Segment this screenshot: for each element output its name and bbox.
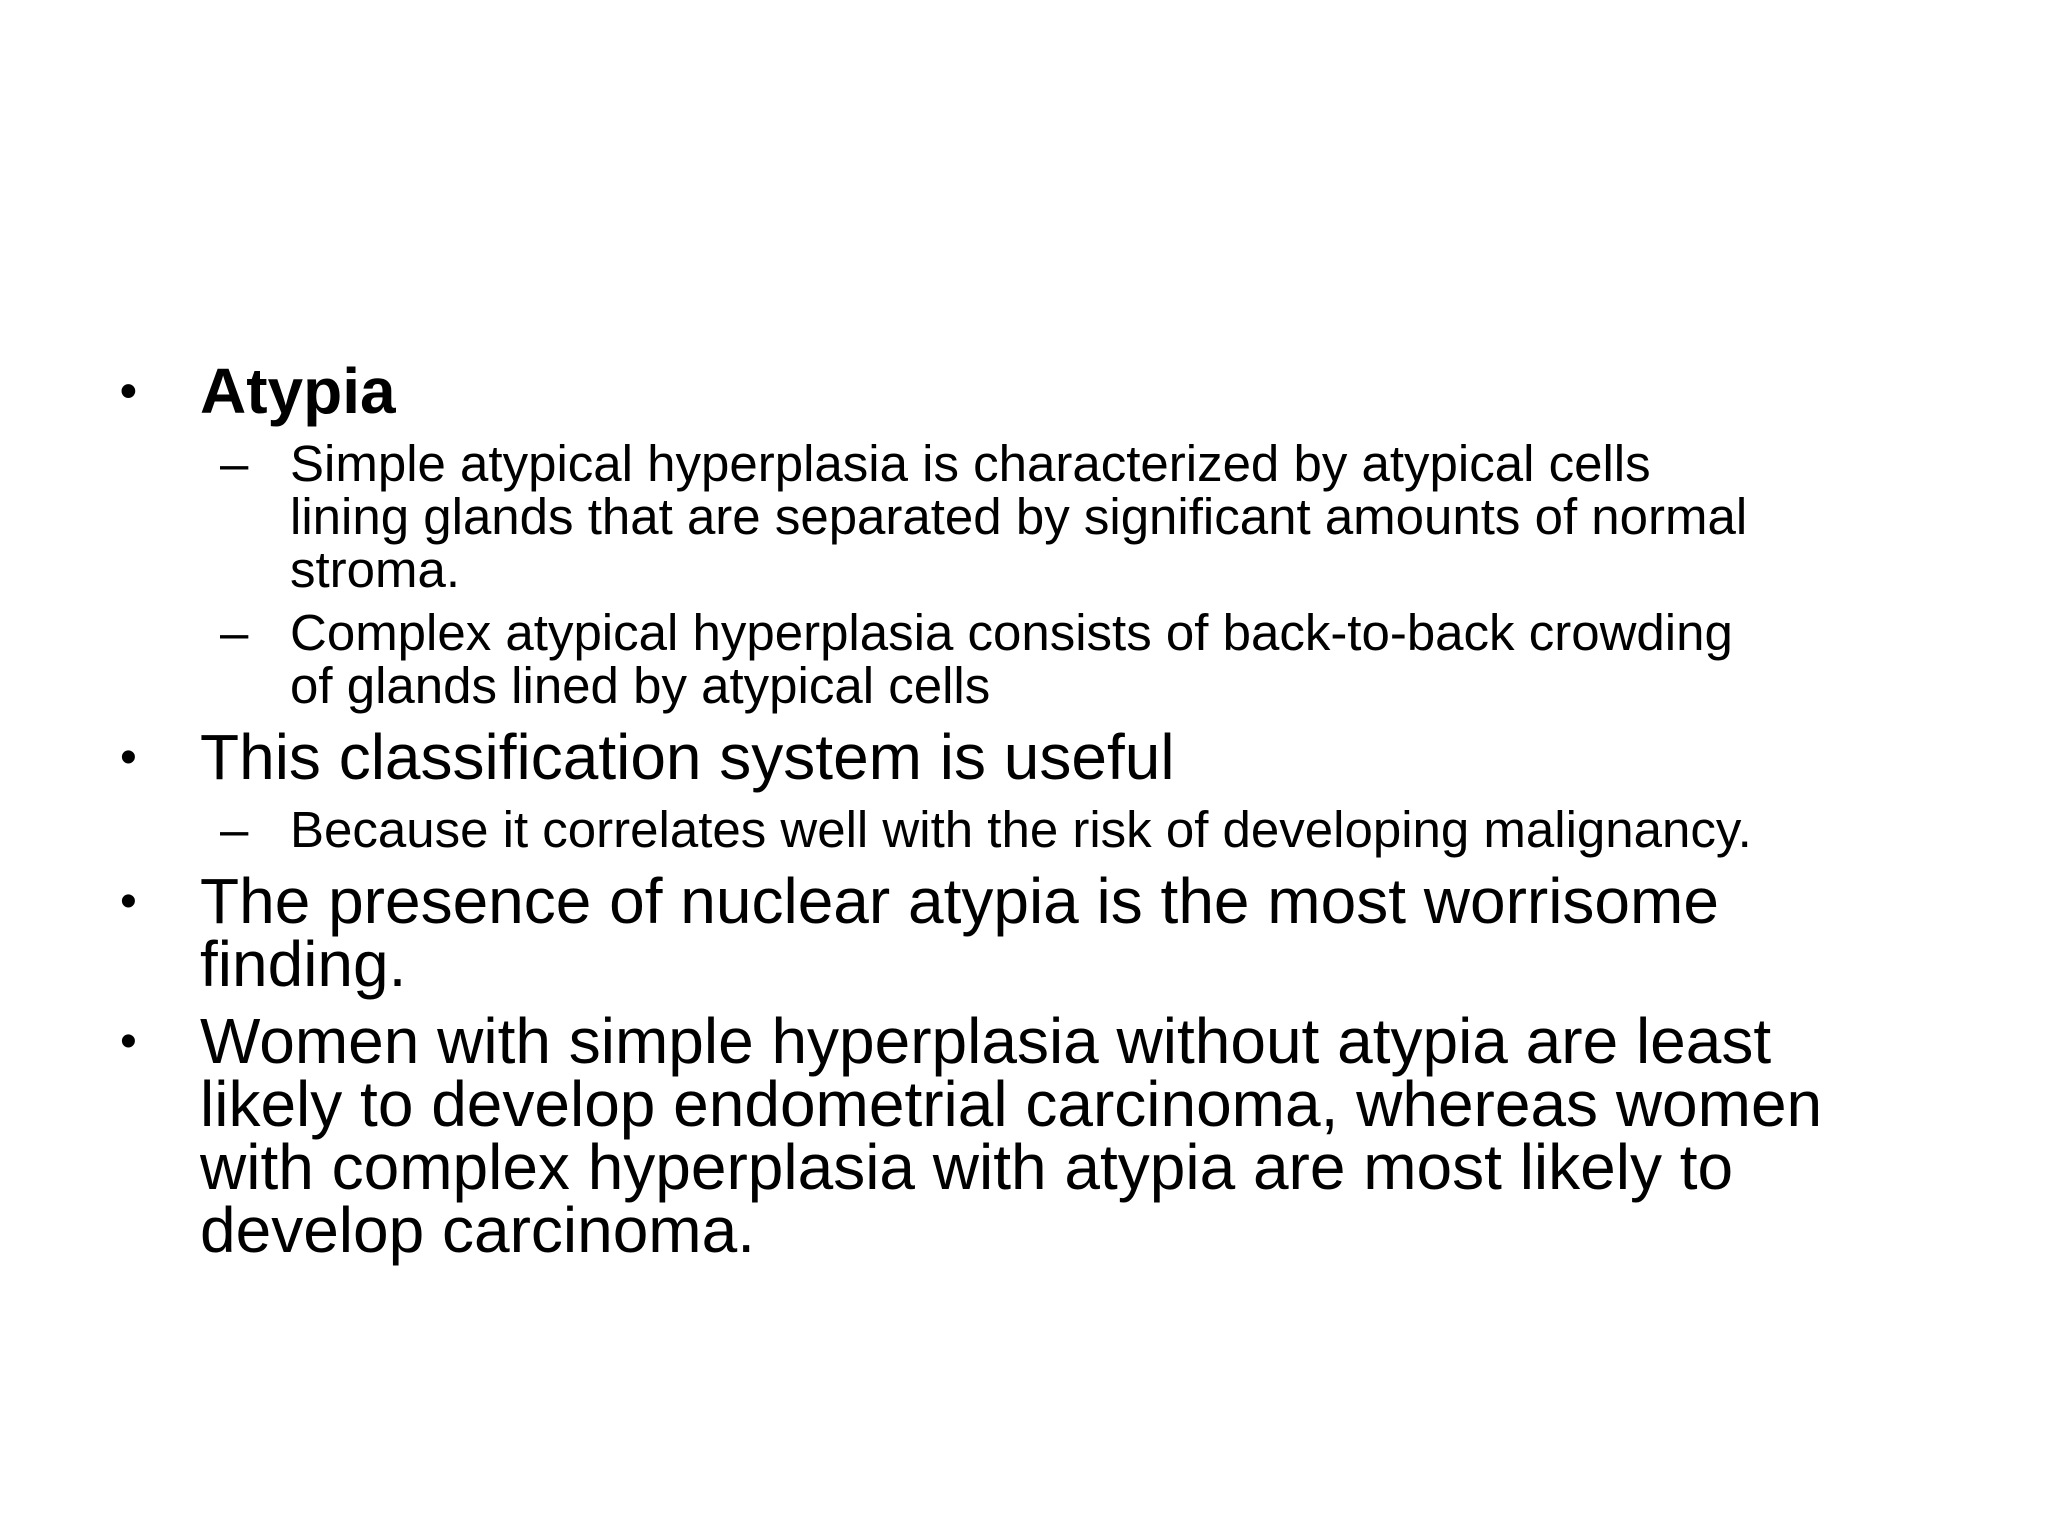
bullet-text: The presence of nuclear atypia is the most worrisome	[200, 865, 1719, 937]
sub-item-simple-atypical	[220, 435, 1960, 598]
bullet-text: Atypia	[200, 355, 396, 427]
bullet-item-risk	[120, 1005, 1960, 1266]
sub-item-text: of glands lined by atypical cells	[290, 657, 991, 714]
sub-item-text: Complex atypical hyperplasia consists of back-to-back crowding	[290, 604, 1733, 661]
bullet-text: likely to develop endometrial carcinoma, whereas women	[200, 1068, 1823, 1140]
sub-item-correlation	[220, 801, 1960, 858]
sub-item-text: lining glands that are separated by significant amounts of normal	[290, 488, 1748, 545]
dash-icon: –	[220, 801, 249, 858]
sub-item-text: Because it correlates well with the risk of developing malignancy.	[290, 801, 1752, 858]
bullet-icon: •	[120, 731, 137, 784]
sub-item-text: stroma.	[290, 541, 461, 598]
bullet-text: develop carcinoma.	[200, 1194, 755, 1266]
sub-item-complex-atypical	[220, 604, 1960, 714]
bullet-item-classification	[120, 721, 1960, 793]
bullet-item-nuclear-atypia	[120, 865, 1960, 1000]
dash-icon: –	[220, 604, 249, 661]
bullet-list	[120, 355, 1960, 1276]
dash-icon: –	[220, 435, 249, 492]
bullet-text: Women with simple hyperplasia without atypia are least	[200, 1005, 1772, 1077]
sub-item-text: Simple atypical hyperplasia is characterized by atypical cells	[290, 435, 1651, 492]
bullet-item-atypia	[120, 355, 1960, 427]
bullet-text: with complex hyperplasia with atypia are most likely to	[200, 1131, 1734, 1203]
bullet-icon: •	[120, 365, 137, 418]
bullet-text: finding.	[200, 928, 407, 1000]
bullet-icon: •	[120, 875, 137, 928]
bullet-icon: •	[120, 1015, 137, 1068]
bullet-text: This classification system is useful	[200, 721, 1175, 793]
